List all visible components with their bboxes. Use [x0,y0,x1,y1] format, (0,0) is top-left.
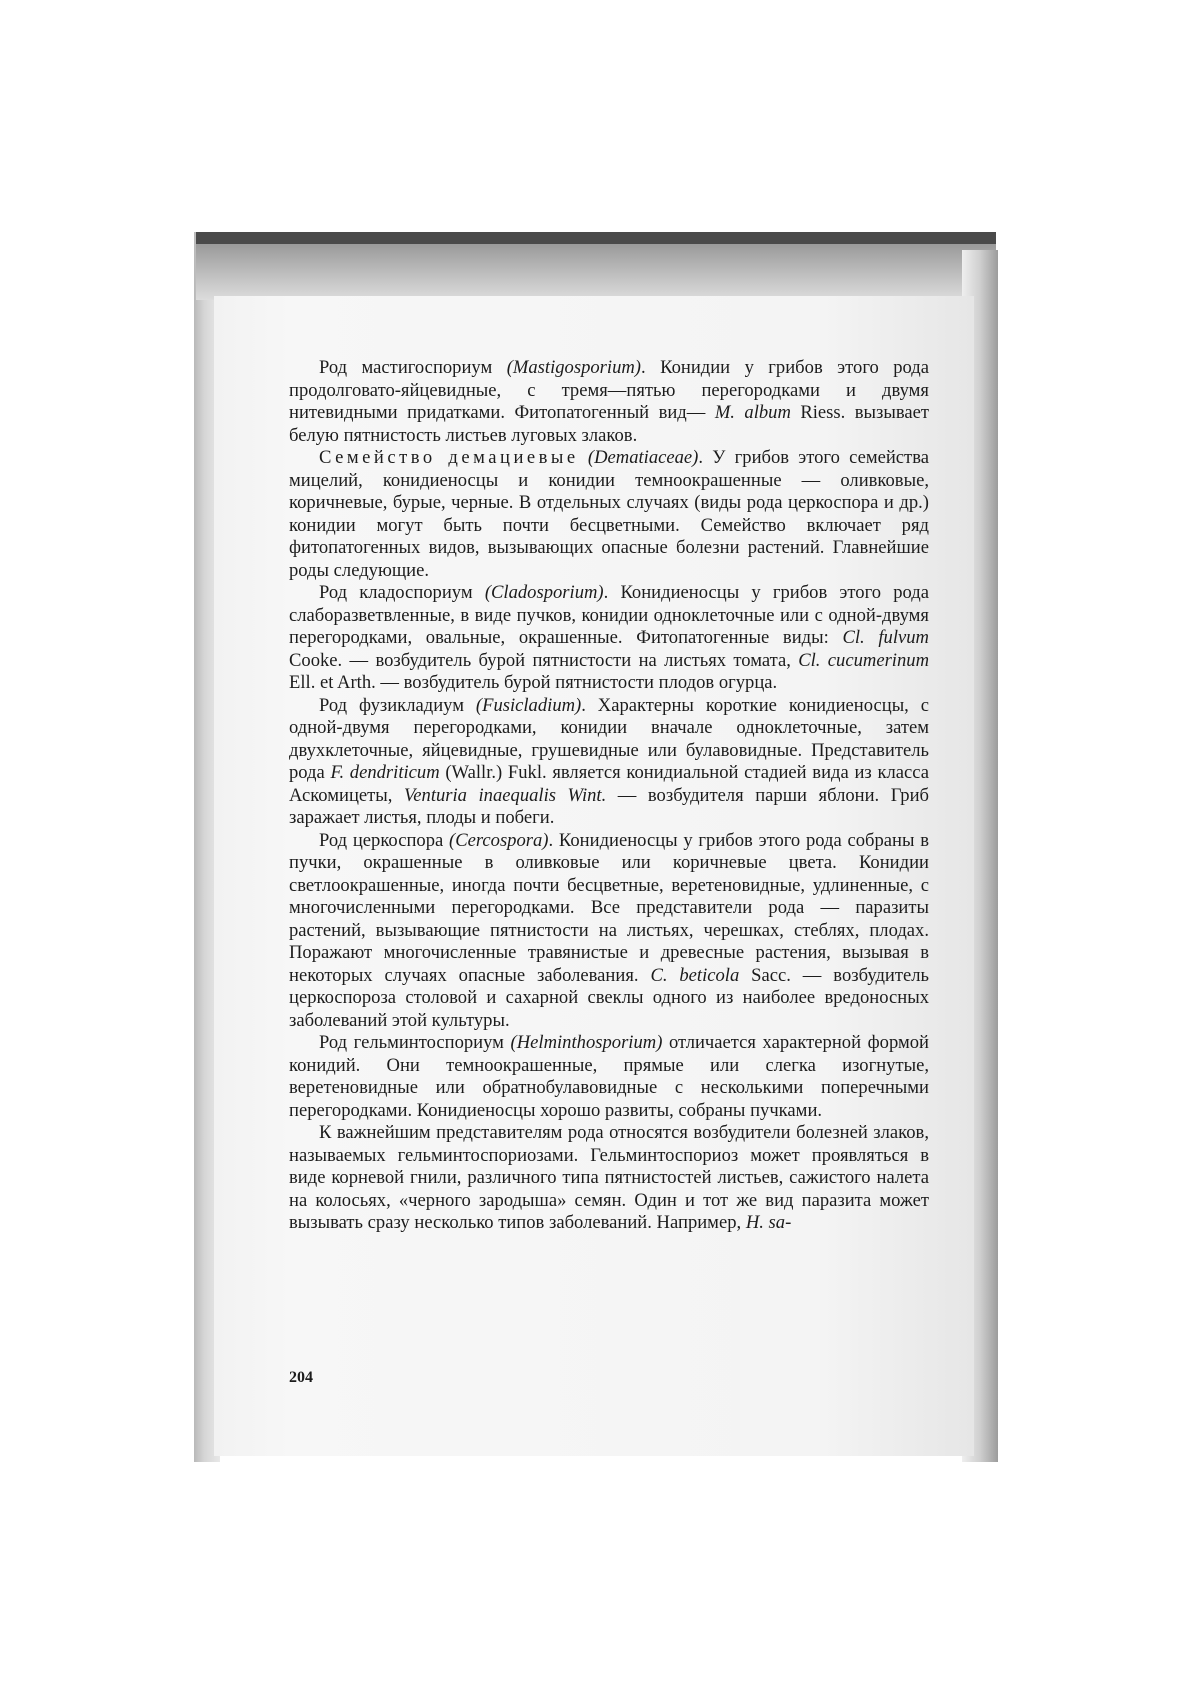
text-run: Род церкоспора [319,829,449,851]
text-run: . У грибов этого семейства мицелий, конидиеносцы и конидии темноокрашенные — оливковые, коричневые, бурые, черные. В отдельных случаях (виды рода церкоспора и др.) конидии могут быть почти бесцветными. Семейство включает ряд фитопатогенных видов, вызывающих опасные болезни растений. Главнейшие роды следующие. [289,447,929,581]
text-run: (Wallr.) Fukl. является конидиальной стадией вида из класса Аскомицеты, [289,762,929,806]
text-run: К важнейшим представителям рода относятся возбудители болезней злаков, называемых гельминтоспориозами. Гельминтоспориоз может проявляться в виде корневой гнили, различного типа пятнистостей листьев, сажистого налета на колосьях, «черного зародыша» семян. Один и тот же вид паразита может вызывать сразу несколько типов заболеваний. Например, [289,1122,929,1233]
text-run: — возбудителя парши яблони. Гриб заражает листья, плоды и побеги. [289,784,930,828]
text-run: Ell. et Arth. — возбудитель бурой пятнистости плодов огурца. [289,672,778,693]
text-run [579,447,588,468]
text-run: . Характерны короткие конидиеносцы, с одной-двумя перегородками, конидии вначале одноклеточные, затем двухклеточные, яйцевидные, грушевидные или булавовидные. Представитель рода [289,694,929,783]
scan-top-shadow [196,244,996,300]
text-run: Род мастигоспориум [319,357,507,378]
italic-term: (Fusicladium) [475,694,582,716]
italic-term: C. beticola [650,964,740,986]
paragraph [289,357,929,447]
text-run: Род кладоспориум [319,582,485,603]
text-run: Род фузикладиум [319,694,476,716]
paragraph [289,1122,929,1235]
italic-term: (Dematiaceae) [587,447,699,468]
text-run: Sacc. — возбудитель церкоспороза столовой и сахарной свеклы одного из наиболее вредоносных заболеваний этой культуры. [289,964,930,1031]
italic-term: (Helminthosporium) [510,1032,663,1053]
page-number: 204 [289,1369,313,1386]
italic-term: H. sa- [745,1212,792,1233]
text-run: Riess. вызывает белую пятнистость листьев луговых злаков. [289,402,929,446]
italic-term: (Cercospora) [449,829,549,851]
text-run: . Конидии у грибов этого рода продолговато-яйцевидные, с тремя—пятью перегородками и двумя нитевидными придатками. Фитопатогенный вид— [289,357,929,423]
italic-term: (Cladosporium) [484,582,604,603]
paragraph [289,582,929,695]
italic-term: M. album [714,402,791,423]
paragraph [289,447,929,582]
italic-term: F. dendriticum [330,762,440,783]
text-run: отличается характерной формой конидий. Они темноокрашенные, прямые или слегка изогнутые, веретеновидные или обратнобулавовидные с несколькими поперечными перегородками. Конидиеносцы хорошо развиты, собраны пучками. [289,1032,929,1121]
paragraph [289,695,929,830]
text-run: Cooke. — возбудитель бурой пятнистости на листьях томата, [289,649,799,671]
scan-top-bar [196,232,996,244]
text-run: . Конидиеносцы у грибов этого рода собраны в пучки, окрашенные в оливковые или коричневые цвета. Конидии светлоокрашенные, иногда почти бесцветные, веретеновидные, удлиненные, с многочисленными перегородками. Все представители рода — паразиты растений, вызывающие пятнистости на листьях, черешках, стеблях, плодах. Поражают многочисленные травянистые и древесные растения, вызывая в некоторых случаях опасные заболевания. [289,829,930,986]
italic-term: Cl. fulvum [842,627,929,648]
text-run: Род гельминтоспориум [319,1032,511,1053]
text-run: . Конидиеносцы у грибов этого рода слаборазветвленные, в виде пучков, конидии одноклеточные или с одной-двумя перегородками, овальные, окрашенные. Фитопатогенные виды: [289,582,930,648]
italic-term: (Mastigosporium) [506,357,641,378]
paragraph [289,1032,929,1122]
italic-term: Venturia inaequalis Wint. [403,784,607,806]
italic-term: Cl. cucumerinum [798,649,929,671]
body-text [289,357,929,1235]
spaced-heading: Семейство демациевые [319,447,579,468]
paragraph [289,830,929,1033]
